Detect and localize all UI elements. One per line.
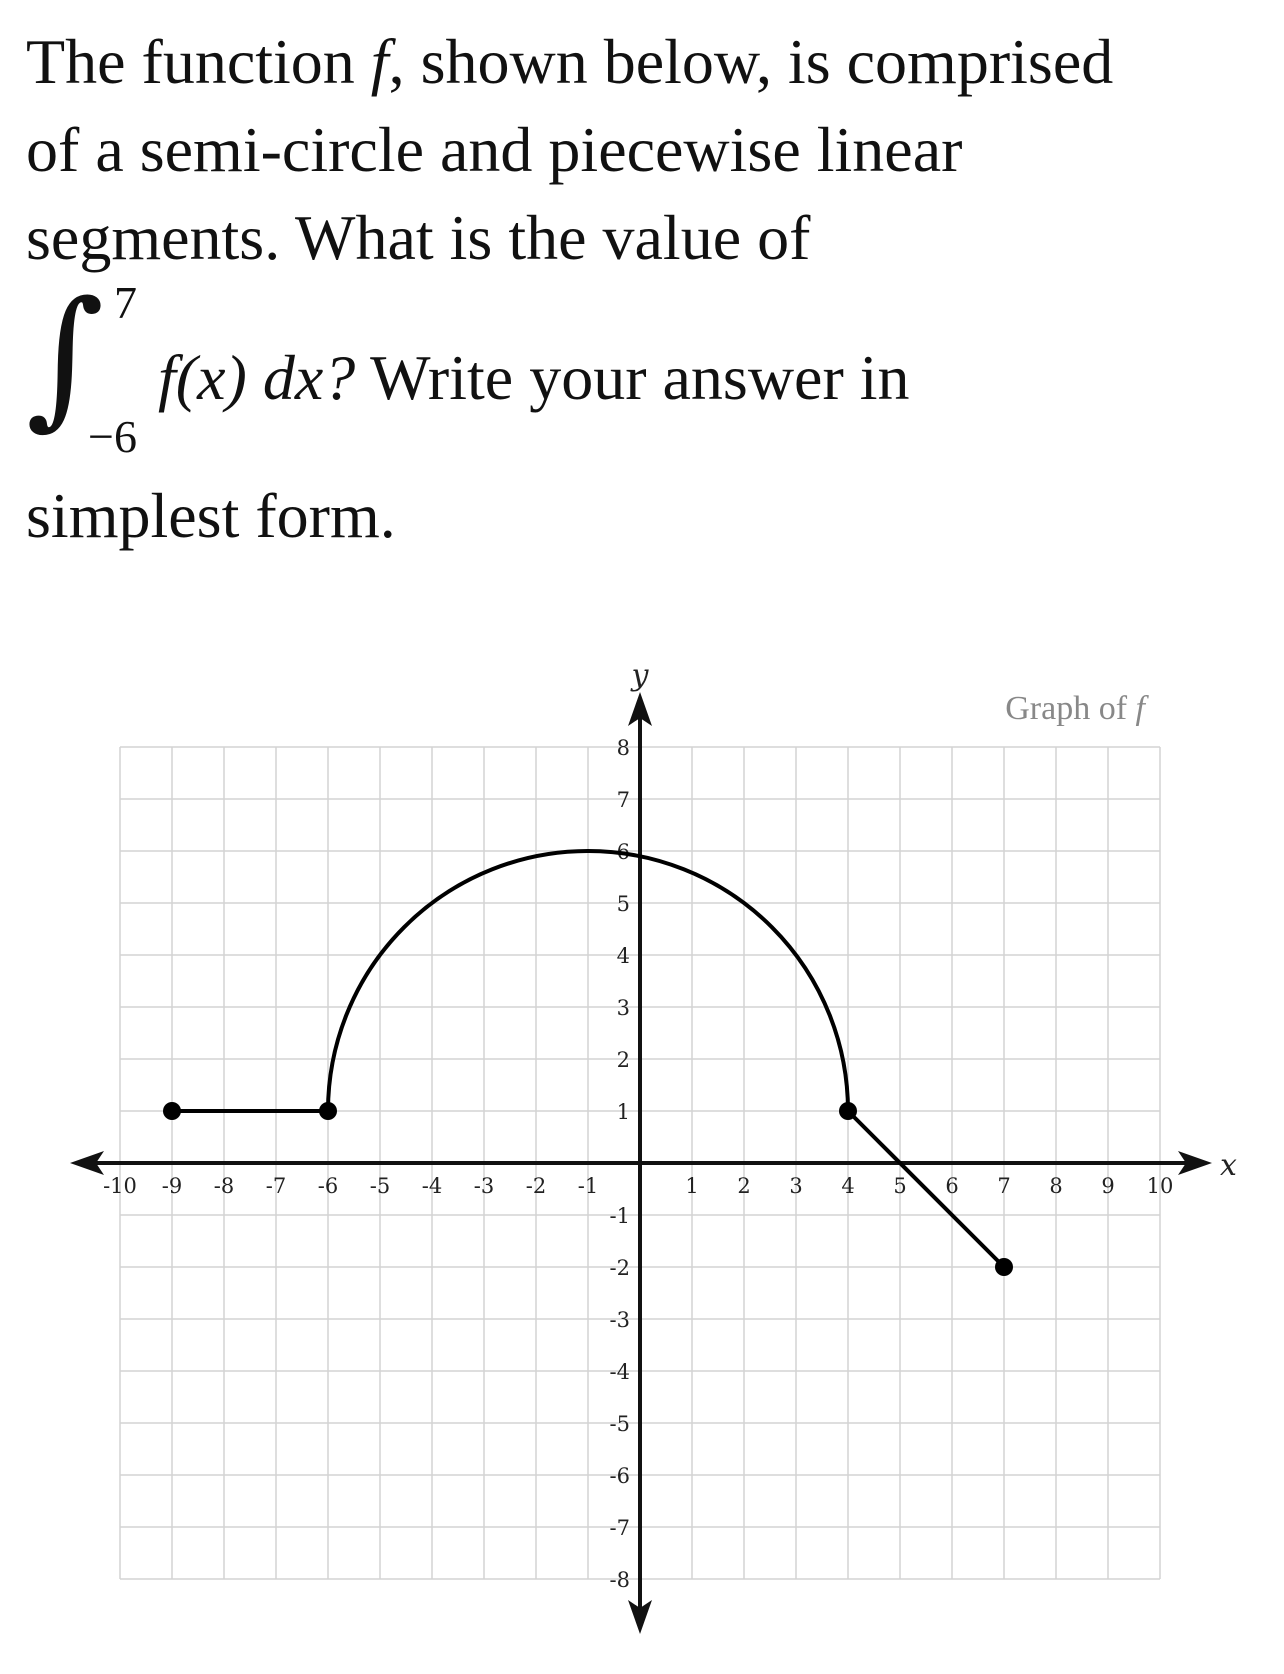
question-line-5: simplest form.	[26, 480, 396, 551]
y-tick-label: -3	[609, 1308, 630, 1332]
x-tick-label: 3	[789, 1174, 803, 1198]
x-tick-label: 5	[893, 1174, 907, 1198]
x-tick-label: 4	[841, 1174, 855, 1198]
question-text-1b: , shown below, is comprised	[388, 26, 1114, 97]
y-tick-label: 2	[616, 1048, 630, 1072]
integral-sign-icon: ∫	[26, 270, 105, 444]
y-tick-label: -7	[609, 1516, 630, 1540]
chart-title	[1005, 690, 1149, 727]
x-tick-label: 8	[1049, 1174, 1063, 1198]
integrand: f(x) dx?	[158, 342, 356, 413]
question-text-1: The function	[26, 26, 371, 97]
x-tick-label: -1	[577, 1174, 599, 1198]
chart-title-function: f	[1135, 690, 1145, 727]
y-tick-label: -1	[609, 1204, 630, 1228]
axes	[70, 692, 1212, 1634]
x-tick-label: 9	[1101, 1174, 1115, 1198]
y-tick-label: 1	[616, 1100, 630, 1124]
y-tick-label: -2	[609, 1256, 630, 1280]
y-tick-label: 4	[616, 944, 630, 968]
endpoint-dot	[839, 1102, 857, 1120]
x-tick-label: -3	[473, 1174, 495, 1198]
x-tick-label: -9	[161, 1174, 183, 1198]
endpoint-dot	[319, 1102, 337, 1120]
endpoint-dot	[995, 1258, 1013, 1276]
y-tick-label: 6	[616, 840, 630, 864]
function-symbol: f	[370, 26, 389, 97]
y-axis-label: y	[631, 658, 649, 693]
y-tick-label: -4	[609, 1360, 630, 1384]
y-tick-label: -6	[609, 1464, 630, 1488]
y-tick-label: 3	[616, 996, 630, 1020]
integral-lower-limit: −6	[88, 411, 137, 462]
integral-upper-limit: 7	[114, 277, 137, 328]
endpoint-dot	[163, 1102, 181, 1120]
y-tick-label: 7	[616, 788, 630, 812]
x-tick-label: 7	[997, 1174, 1011, 1198]
x-tick-label: -5	[369, 1174, 391, 1198]
question-text-4: Write your answer in	[355, 342, 910, 413]
x-tick-label: -7	[265, 1174, 287, 1198]
x-tick-label: -8	[213, 1174, 235, 1198]
x-tick-label: 2	[737, 1174, 751, 1198]
line-segment	[848, 1111, 1004, 1267]
x-tick-label: 10	[1146, 1174, 1174, 1198]
y-tick-label: -5	[609, 1412, 630, 1436]
x-axis-label: x	[1220, 1148, 1237, 1183]
x-tick-label: 6	[945, 1174, 959, 1198]
x-tick-label: -10	[103, 1174, 137, 1198]
question-line-3: segments. What is the value of	[26, 202, 811, 273]
y-tick-label: -8	[609, 1568, 630, 1592]
x-tick-label: -6	[317, 1174, 339, 1198]
x-tick-label: -2	[525, 1174, 547, 1198]
y-tick-label: 8	[616, 736, 630, 760]
y-tick-label: 5	[616, 892, 630, 916]
question-line-2: of a semi-circle and piecewise linear	[26, 114, 963, 185]
x-tick-label: -4	[421, 1174, 443, 1198]
chart-title-text: Graph of	[1005, 690, 1136, 727]
x-tick-label: 1	[685, 1174, 699, 1198]
